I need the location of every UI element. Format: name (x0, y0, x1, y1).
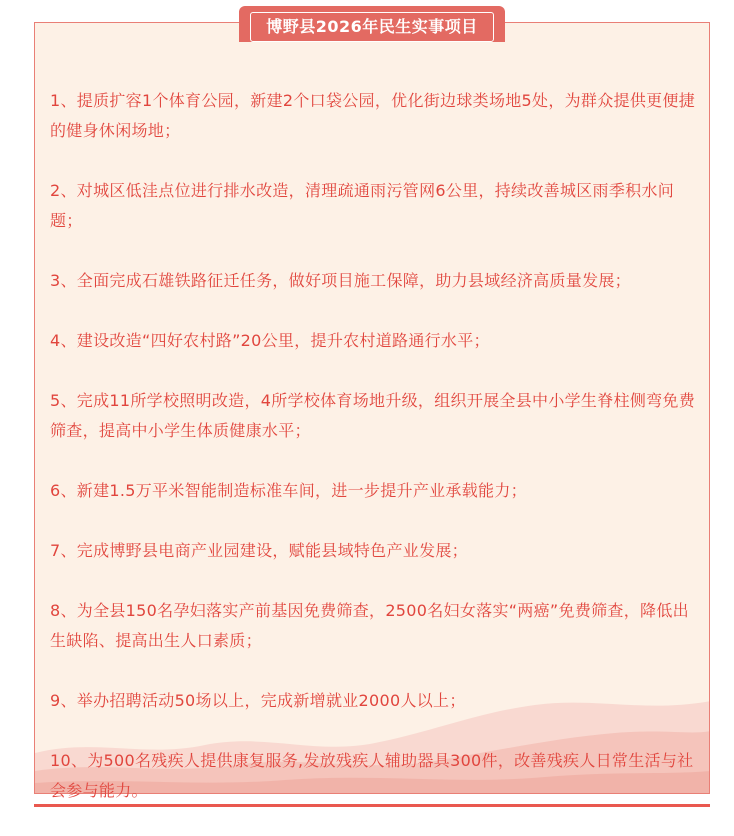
list-item: 1、提质扩容1个体育公园，新建2个口袋公园，优化街边球类场地5处，为群众提供更便捷的健身休闲场地； (50, 91, 696, 140)
list-item: 10、为500名残疾人提供康复服务,发放残疾人辅助器具300件，改善残疾人日常生活与社会参与能力。 (50, 751, 694, 800)
list-item: 5、完成11所学校照明改造，4所学校体育场地升级，组织开展全县中小学生脊柱侧弯免费筛查，提高中小学生体质健康水平； (50, 391, 696, 440)
bottom-divider (34, 804, 710, 807)
list-item: 4、建设改造“四好农村路”20公里，提升农村道路通行水平； (50, 331, 490, 350)
list-item: 3、全面完成石雄铁路征迁任务，做好项目施工保障，助力县域经济高质量发展； (50, 271, 631, 290)
project-list (50, 86, 700, 836)
list-item: 7、完成博野县电商产业园建设，赋能县域特色产业发展； (50, 541, 468, 560)
list-item: 9、举办招聘活动50场以上，完成新增就业2000人以上； (50, 691, 466, 710)
list-item: 6、新建1.5万平米智能制造标准车间，进一步提升产业承载能力； (50, 481, 527, 500)
page-title: 博野县2026年民生实事项目 (250, 12, 494, 42)
list-item: 2、对城区低洼点位进行排水改造，清理疏通雨污管网6公里，持续改善城区雨季积水问题； (50, 181, 675, 230)
list-item: 8、为全县150名孕妇落实产前基因免费筛查，2500名妇女落实“两癌”免费筛查，降低出生缺陷、提高出生人口素质； (50, 601, 689, 650)
